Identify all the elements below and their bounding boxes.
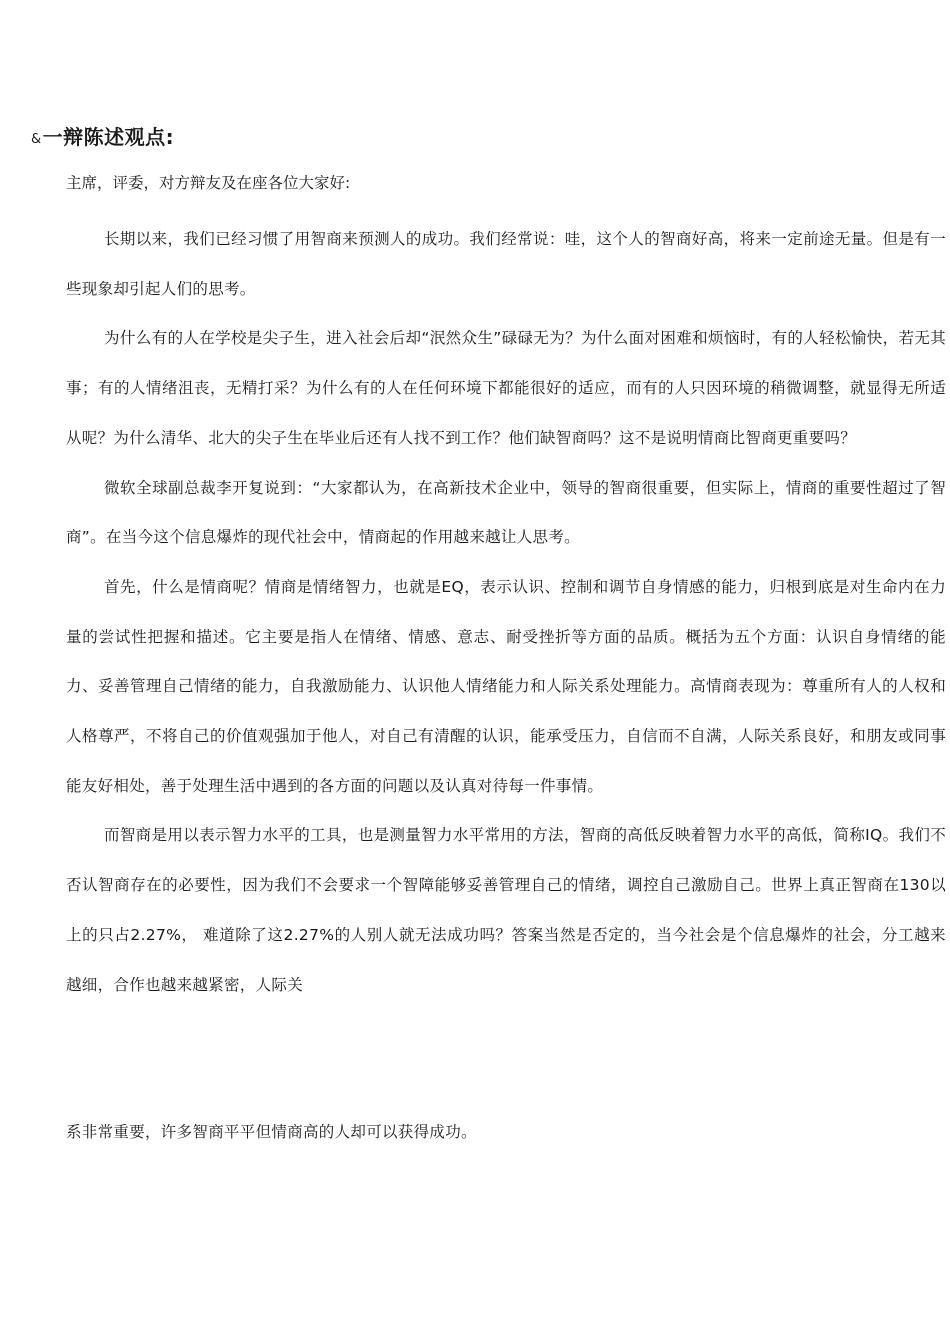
heading-text: 一辩陈述观点: (42, 125, 175, 149)
paragraph-continuation: 系非常重要，许多智商平平但情商高的人却可以获得成功。 (66, 1123, 477, 1141)
paragraph: 长期以来，我们已经习惯了用智商来预测人的成功。我们经常说：哇，这个人的智商好高，将来一定前途无量。但是有一些现象却引起人们的思考。 (66, 230, 946, 298)
paragraph: 首先，什么是情商呢？情商是情绪智力，也就是EQ，表示认识、控制和调节自身情感的能力，归根到底是对生命内在力量的尝试性把握和描述。它主要是指人在情绪、情感、意志、耐受挫折等方面的品质。概括为五个方面：认识自身情绪的能力、妥善管理自己情绪的能力，自我激励能力、认识他人情绪能力和人际关系处理能力。高情商表现为：尊重所有人的人权和人格尊严，不将自己的价值观强加于他人，对自己有清醒的认识，能承受压力，自信而不自满，人际关系良好，和朋友或同事能友好相处，善于处理生活中遇到的各方面的问题以及认真对待每一件事情。 (66, 577, 946, 795)
paragraph: 而智商是用以表示智力水平的工具，也是测量智力水平常用的方法，智商的高低反映着智力水平的高低，简称IQ。我们不否认智商存在的必要性，因为我们不会要求一个智障能够妥善管理自己的情绪，调控自己激励自己。世界上真正智商在130以上的只占2.27%， 难道除了这2.27%的人别人就无法成功吗？答案当然是否定的，当今社会是个信息爆炸的社会，分工越来越细，合作也越来越紧密，人际关 (66, 826, 946, 994)
paragraph: 为什么有的人在学校是尖子生，进入社会后却“泯然众生”碌碌无为？为什么面对困难和烦恼时，有的人轻松愉快，若无其事；有的人情绪沮丧，无精打采？为什么有的人在任何环境下都能很好的适应，而有的人只因环境的稍微调整，就显得无所适从呢？为什么清华、北大的尖子生在毕业后还有人找不到工作？他们缺智商吗？这不是说明情商比智商更重要吗？ (66, 329, 946, 447)
body-text (66, 215, 946, 1010)
paragraph: 微软全球副总裁李开复说到：“大家都认为，在高新技术企业中，领导的智商很重要，但实际上，情商的重要性超过了智商”。在当今这个信息爆炸的现代社会中，情商起的作用越来越让人思考。 (66, 478, 946, 547)
salutation: 主席，评委，对方辩友及在座各位大家好: (66, 174, 351, 192)
heading-prefix: & (31, 132, 42, 147)
document-heading (31, 122, 174, 155)
